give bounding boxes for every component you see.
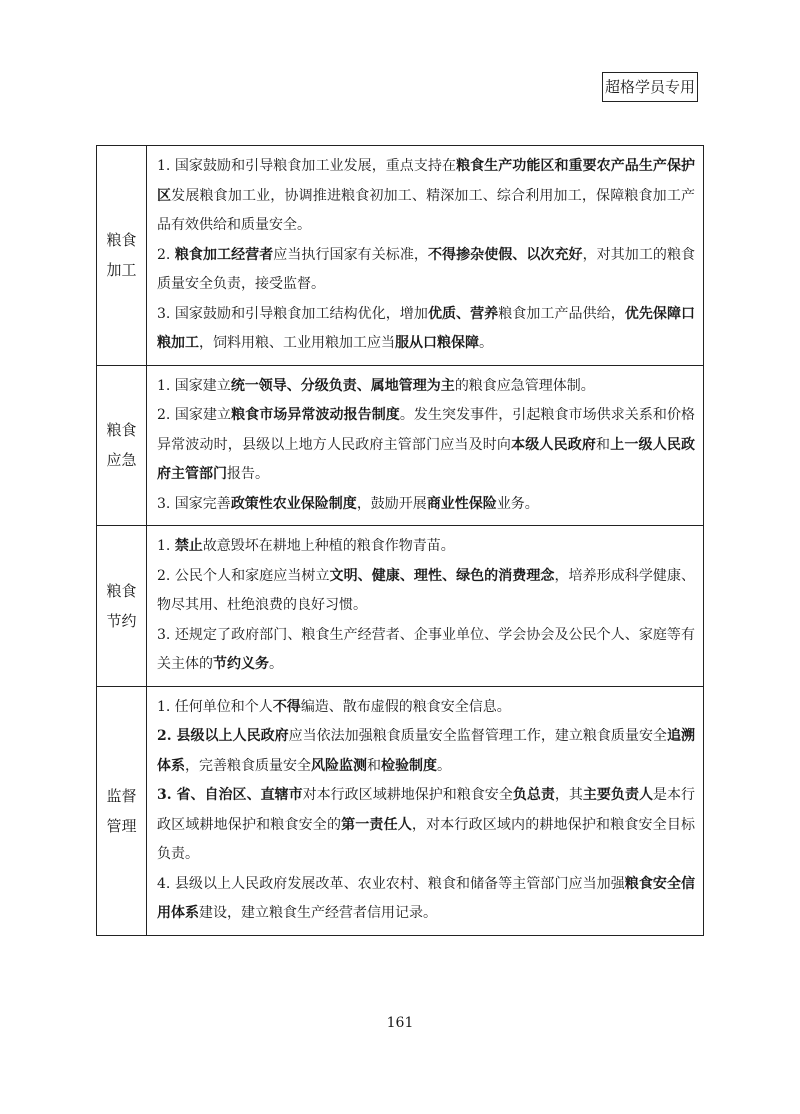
- content-item: [157, 781, 695, 870]
- emphasis-text: 上一级人民政府主管部门: [157, 436, 696, 482]
- emphasis-text: 3. 省、自治区、直辖市: [157, 787, 303, 803]
- content-item: [157, 490, 695, 520]
- table-row: [97, 365, 704, 526]
- summary-table: [96, 145, 704, 936]
- content-cell: [147, 146, 704, 366]
- emphasis-text: 粮食生产功能区和重要农产品生产保护区: [157, 158, 696, 204]
- content-item: [157, 401, 695, 490]
- emphasis-text: 不得: [272, 698, 301, 715]
- content-item: [157, 241, 695, 300]
- body-text: 2. 公民个人和家庭应当树立: [157, 567, 330, 584]
- emphasis-text: 负总责: [512, 787, 555, 803]
- body-text: 1. 国家建立: [157, 377, 231, 394]
- emphasis-text: 本级人民政府: [511, 436, 597, 453]
- category-cell: [97, 365, 147, 526]
- body-text: 报告。: [227, 466, 269, 482]
- emphasis-text: 风险监测: [311, 757, 367, 774]
- emphasis-text: 主要负责人: [582, 787, 653, 803]
- emphasis-text: 服从口粮保障: [395, 335, 479, 351]
- content-cell: [147, 365, 704, 526]
- body-text: 。: [269, 656, 283, 672]
- body-text: 故意毁坏在耕地上种植的粮食作物青苗。: [202, 538, 455, 554]
- body-text: 1.: [157, 538, 175, 554]
- category-cell: [97, 686, 147, 935]
- body-text: 粮食加工产品供给，: [498, 305, 625, 322]
- body-text: 2. 国家建立: [157, 407, 232, 423]
- emphasis-text: 检验制度: [381, 757, 437, 774]
- body-text: ，其: [554, 787, 583, 803]
- table-row: [97, 686, 704, 935]
- body-text: 和: [367, 757, 381, 774]
- content-cell: [147, 526, 704, 687]
- body-text: 3. 国家完善: [157, 495, 231, 512]
- body-text: 业务。: [496, 495, 539, 512]
- body-text: 和: [596, 436, 611, 453]
- content-item: [157, 532, 695, 562]
- body-text: 应当依法加强粮食质量安全监督管理工作，建立粮食质量安全: [288, 728, 667, 744]
- header-tag: 超格学员专用: [602, 72, 698, 102]
- summary-table-body: [97, 146, 704, 936]
- body-text: 1. 国家鼓励和引导粮食加工业发展，重点支持在: [157, 158, 457, 174]
- body-text: 3. 还规定了政府部门、粮食生产经营者、企事业单位、学会协会及公民个人、家庭等有关主体的: [157, 626, 695, 672]
- emphasis-text: 优先保障口粮加工: [157, 305, 696, 351]
- category-label: 粮食: [106, 581, 137, 600]
- body-text: 的粮食应急管理体制。: [454, 377, 595, 394]
- emphasis-text: 粮食市场异常波动报告制度: [231, 407, 400, 423]
- emphasis-text: 商业性保险: [426, 495, 497, 512]
- category-label: 粮食: [106, 231, 137, 250]
- page-number: 161: [386, 1015, 414, 1031]
- category-label: 节约: [106, 611, 137, 630]
- body-text: 。: [479, 335, 493, 351]
- category-label: 应急: [106, 451, 137, 470]
- emphasis-text: 禁止: [174, 538, 203, 554]
- table-row: [97, 526, 704, 687]
- table-row: [97, 146, 704, 366]
- emphasis-text: 粮食加工经营者: [174, 246, 274, 263]
- body-text: 编造、散布虚假的粮食安全信息。: [300, 698, 511, 715]
- category-label: 加工: [106, 261, 137, 280]
- body-text: ，培养形成科学健康、物尽其用、杜绝浪费的良好习惯。: [157, 567, 696, 613]
- body-text: 应当执行国家有关标准，: [273, 246, 428, 263]
- content-item: [157, 621, 695, 680]
- body-text: ，对其加工的粮食质量安全负责，接受监督。: [157, 246, 696, 292]
- content-cell: [147, 686, 704, 935]
- body-text: 是本行政区域耕地保护和粮食安全的: [157, 787, 696, 833]
- content-item: [157, 152, 695, 241]
- content-item: [157, 870, 695, 929]
- body-text: 对本行政区域耕地保护和粮食安全: [302, 787, 513, 803]
- body-text: 。发生突发事件，引起粮食市场供求关系和价格异常波动时，县级以上地方人民政府主管部门应当及时向: [157, 407, 696, 453]
- content-item: [157, 372, 695, 402]
- category-label: 监督: [106, 786, 137, 805]
- body-text: ，完善粮食质量安全: [185, 757, 311, 774]
- body-text: 4. 县级以上人民政府发展改革、农业农村、粮食和储备等主管部门应当加强: [157, 875, 625, 892]
- body-text: 建设，建立粮食生产经营者信用记录。: [199, 905, 437, 921]
- emphasis-text: 政策性农业保险制度: [230, 495, 357, 512]
- emphasis-text: 节约义务: [213, 656, 269, 672]
- content-item: [157, 693, 695, 723]
- content-item: [157, 722, 695, 781]
- category-label: 粮食: [106, 421, 137, 440]
- category-cell: [97, 526, 147, 687]
- body-text: 2.: [157, 246, 175, 263]
- content-item: [157, 562, 695, 621]
- content-item: [157, 300, 695, 359]
- body-text: 。: [437, 757, 451, 774]
- emphasis-text: 第一责任人: [341, 816, 412, 833]
- emphasis-text: 粮食安全信用体系: [157, 875, 696, 921]
- body-text: 1. 任何单位和个人: [157, 698, 273, 715]
- emphasis-text: 2. 县级以上人民政府: [157, 728, 289, 744]
- category-cell: [97, 146, 147, 366]
- emphasis-text: 优质、营养: [427, 305, 499, 322]
- emphasis-text: 文明、健康、理性、绿色的消费理念: [329, 567, 555, 584]
- emphasis-text: 统一领导、分级负责、属地管理为主: [230, 377, 455, 394]
- body-text: 3. 国家鼓励和引导粮食加工结构优化，增加: [157, 305, 428, 322]
- body-text: ，饲料用粮、工业用粮加工应当: [199, 335, 395, 351]
- category-label: 管理: [106, 816, 137, 835]
- body-text: ，对本行政区域内的耕地保护和粮食安全目标负责。: [157, 816, 696, 862]
- body-text: ，鼓励开展: [356, 495, 427, 512]
- emphasis-text: 不得掺杂使假、以次充好: [427, 246, 583, 263]
- body-text: 发展粮食加工业，协调推进粮食初加工、精深加工、综合利用加工，保障粮食加工产品有效供给和质量安全。: [157, 187, 696, 233]
- emphasis-text: 追溯体系: [157, 728, 696, 774]
